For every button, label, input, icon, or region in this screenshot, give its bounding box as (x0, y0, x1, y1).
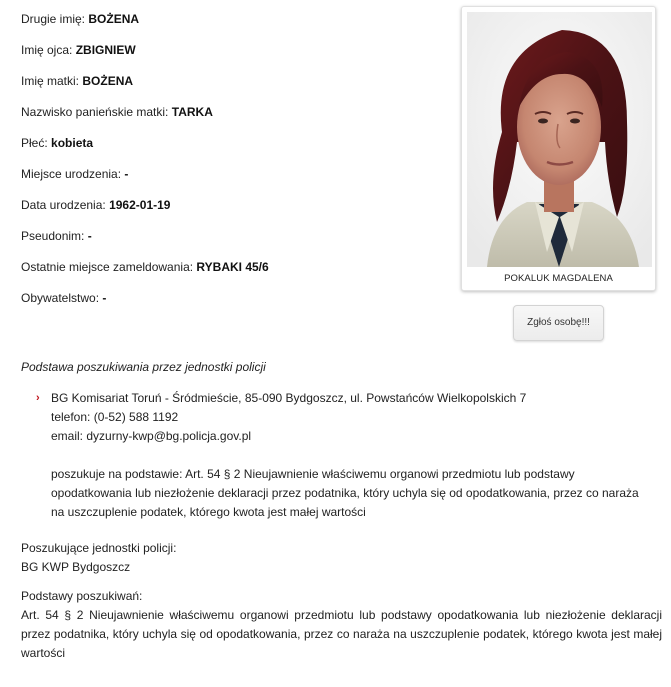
report-person-button[interactable]: Zgłoś osobę!!! (513, 305, 604, 341)
searching-units-value: BG KWP Bydgoszcz (21, 560, 131, 574)
list-item (34, 389, 644, 522)
field-mother-maiden-name (21, 105, 441, 136)
unit-name: BG Komisariat Toruń - Śródmieście, 85-090 Bydgoszcz, ul. Powstańców Wielkopolskich 7 (51, 391, 527, 405)
photo-caption: POKALUK MAGDALENA (504, 273, 613, 284)
field-label: Miejsce urodzenia: (21, 167, 122, 181)
field-citizenship (21, 291, 441, 322)
field-value: - (124, 167, 129, 181)
field-label: Pseudonim: (21, 229, 85, 243)
field-label: Imię matki: (21, 74, 80, 88)
basis-section-title: Podstawa poszukiwania przez jednostki policji (21, 360, 266, 374)
field-value: ZBIGNIEW (75, 43, 136, 57)
field-label: Płeć: (21, 136, 48, 150)
searching-units-label: Poszukujące jednostki policji: (21, 541, 177, 555)
unit-basis-line-1: poszukuje na podstawie: Art. 54 § 2 Nieujawnienie właściwemu organowi przedmiotu lub podstawy (51, 467, 575, 481)
unit-basis-line-2: opodatkowania lub niezłożenie deklaracji przez podatnika, który uchyla się od opodatkowania, przez co naraża (51, 486, 639, 500)
field-value: RYBAKI 45/6 (196, 260, 269, 274)
person-photo (467, 12, 652, 267)
unit-basis-line-3: na uszczuplenie podatek, którego kwota jest małej wartości (51, 505, 366, 519)
field-birth-date (21, 198, 441, 229)
field-value: - (87, 229, 92, 243)
field-label: Data urodzenia: (21, 198, 106, 212)
field-value: BOŻENA (88, 12, 140, 26)
person-details (21, 12, 441, 322)
search-basis-label: Podstawy poszukiwań: (21, 589, 143, 603)
unit-email: email: dyzurny-kwp@bg.policja.gov.pl (51, 429, 252, 443)
field-value: kobieta (51, 136, 94, 150)
field-value: - (102, 291, 107, 305)
police-unit-list (34, 389, 644, 522)
field-label: Obywatelstwo: (21, 291, 100, 305)
field-value: TARKA (171, 105, 213, 119)
searching-units (21, 539, 662, 577)
field-birthplace (21, 167, 441, 198)
field-label: Drugie imię: (21, 12, 86, 26)
portrait-image (467, 12, 652, 267)
field-value: BOŻENA (82, 74, 134, 88)
search-basis-value: Art. 54 § 2 Nieujawnienie właściwemu organowi przedmiotu lub podstawy opodatkowania lub niezłożenie deklaracji przez podatnika, który uchyla się od opodatkowania, przez co naraża na uszczuplenie podatek, którego kwota jest małej wartości (21, 608, 662, 660)
photo-card (461, 6, 656, 291)
field-mother-name (21, 74, 441, 105)
spacer (51, 446, 644, 465)
field-sex (21, 136, 441, 167)
field-alias (21, 229, 441, 260)
unit-phone: telefon: (0-52) 588 1192 (51, 410, 179, 424)
field-label: Ostatnie miejsce zameldowania: (21, 260, 194, 274)
field-father-name (21, 43, 441, 74)
field-label: Nazwisko panieńskie matki: (21, 105, 169, 119)
chevron-right-icon: › (36, 392, 40, 404)
field-value: 1962-01-19 (109, 198, 171, 212)
field-second-name (21, 12, 441, 43)
field-last-residence (21, 260, 441, 291)
field-label: Imię ojca: (21, 43, 73, 57)
search-basis (21, 587, 662, 663)
